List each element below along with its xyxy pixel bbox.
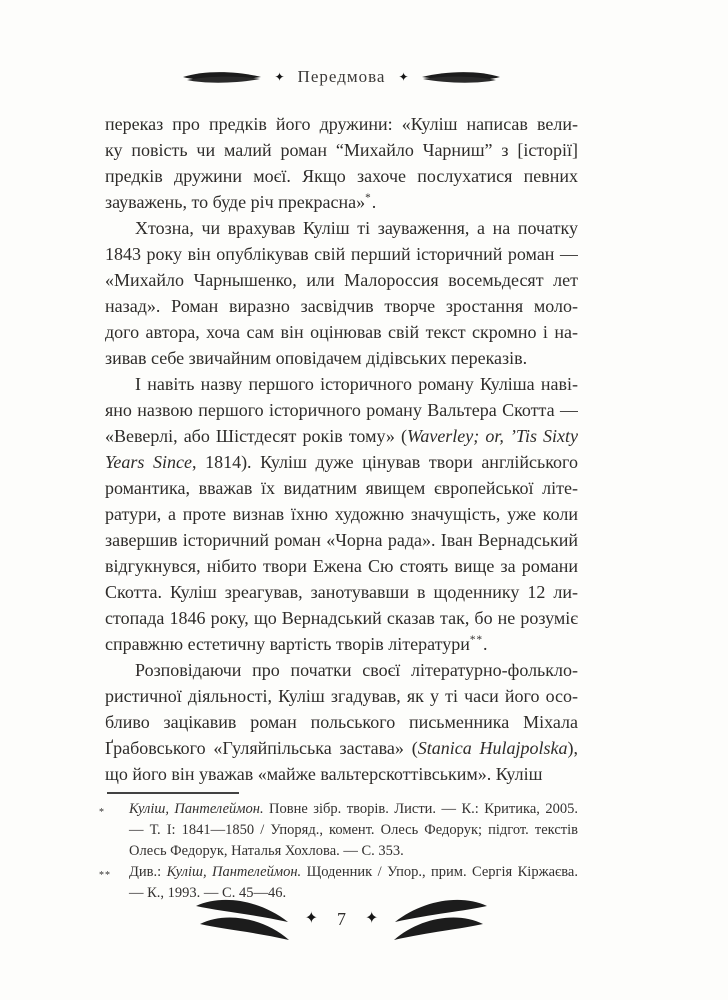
text-segment: Ґрабовського «Гуляйпільська застава» ( xyxy=(105,738,418,758)
footnote-text xyxy=(129,799,578,862)
text-line xyxy=(105,657,578,683)
text-segment: Хтозна, чи врахував Куліш ті зауваження, а на початку xyxy=(135,218,578,238)
leaf-ornament-right-icon xyxy=(422,70,500,85)
chapter-title: Передмова xyxy=(297,67,386,86)
text-line xyxy=(105,423,578,449)
text-line xyxy=(105,527,578,553)
text-line xyxy=(105,137,578,163)
text-segment: . xyxy=(483,634,488,654)
text-segment: предків дружини моєї. Якщо захоче послухатися певних xyxy=(105,166,578,186)
leaf-ornament-left-icon xyxy=(183,70,261,85)
text-line xyxy=(105,709,578,735)
text-segment: переказ про предків його дружини: «Куліш написав вели- xyxy=(105,114,578,134)
chapter-header xyxy=(105,62,578,92)
text-line xyxy=(105,761,578,787)
diamond-icon: ✦ xyxy=(304,910,318,927)
text-line xyxy=(105,449,578,475)
text-line xyxy=(105,579,578,605)
text-line xyxy=(105,475,578,501)
text-line xyxy=(105,501,578,527)
text-line xyxy=(105,111,578,137)
text-segment: 1843 року він опублікував свій перший історичний роман — xyxy=(105,244,578,264)
italic-text: Years Since xyxy=(105,452,192,472)
text-segment: Щоденник / Упор., прим. Сергія Кіржаєва. — К., 1993. — С. 45—46. xyxy=(129,864,578,901)
body-text xyxy=(105,111,578,787)
text-segment: ристичної діяльності, Куліш згадував, як у ті часи його осо- xyxy=(105,686,578,706)
italic-text: Stanica Hulajpolska xyxy=(417,738,568,758)
text-segment: справжню естетичну вартість творів літератури xyxy=(105,634,470,654)
footnotes xyxy=(99,799,578,904)
text-segment: ), xyxy=(567,738,578,758)
text-segment: Розповідаючи про початки своєї літературно-фолькло- xyxy=(135,660,578,680)
text-line xyxy=(105,371,578,397)
text-line xyxy=(105,345,578,371)
text-line xyxy=(105,683,578,709)
italic-text: Куліш, Пантелеймон. xyxy=(166,864,302,880)
page-footer xyxy=(105,898,578,940)
wing-ornament-right-icon xyxy=(393,894,489,944)
wing-ornament-left-icon xyxy=(194,894,290,944)
text-segment: І навіть назву першого історичного роману Куліша наві- xyxy=(135,374,578,394)
footnote-item xyxy=(99,799,578,862)
text-segment: ратури, а проте визнав їхню художню значущість, уже коли xyxy=(105,504,578,524)
text-segment: , 1814). Куліш дуже цінував твори англійського xyxy=(191,452,578,472)
text-segment: «Михайло Чарнышенко, или Малороссия восемьдесят лет xyxy=(105,270,578,290)
text-segment: . xyxy=(371,192,377,212)
text-line xyxy=(105,267,578,293)
text-line xyxy=(105,189,578,215)
text-line xyxy=(105,293,578,319)
text-segment: романтика, вважав їх видатним явищем європейської літе- xyxy=(105,478,578,498)
text-segment: яно назвою першого історичного роману Вальтера Скотта — xyxy=(105,400,578,420)
text-segment: завершив історичний роман «Чорна рада». Іван Вернадський xyxy=(105,530,578,550)
text-line xyxy=(105,215,578,241)
text-segment: «Веверлі, або Шістдесят років тому» ( xyxy=(105,426,407,446)
text-segment: що його він уважав «майже вальтерскоттівським». Куліш xyxy=(105,764,543,784)
text-segment: бливо зацікавив роман польського письменника Міхала xyxy=(105,712,578,732)
text-line xyxy=(105,605,578,631)
text-segment: Повне зібр. творів. Листи. — К.: Критика, 2005. — Т. І: 1841—1850 / Упоряд., комент. Олесь Федорук; підгот. текстів Олесь Федорук, Наталья Хохлова. — С. 353. xyxy=(129,801,578,859)
text-line xyxy=(105,241,578,267)
text-line xyxy=(105,319,578,345)
diamond-icon: ✦ xyxy=(365,910,379,927)
text-segment: зивав себе звичайним оповідачем дідівських переказів. xyxy=(105,348,528,368)
footnote-marker: ** xyxy=(99,870,111,881)
footnote-divider xyxy=(107,792,239,794)
text-segment: назад». Роман виразно засвідчив творче зростання моло- xyxy=(105,296,578,316)
footnote-marker: * xyxy=(99,807,105,818)
footnote-ref: * xyxy=(365,192,372,204)
page-number: 7 xyxy=(337,908,346,929)
text-segment: ку повість чи малий роман “Михайло Чарниш” з [історії] xyxy=(105,140,578,160)
diamond-icon: ✦ xyxy=(274,70,285,84)
text-segment: зауважень, то буде річ прекрасна» xyxy=(105,192,366,212)
text-line xyxy=(105,631,578,657)
text-line xyxy=(105,163,578,189)
text-line xyxy=(105,397,578,423)
text-segment: відгукнувся, нібито твори Ежена Сю стоять вище за романи xyxy=(105,556,578,576)
text-segment: Скотта. Куліш зреагував, занотувавши в щоденнику 12 ли- xyxy=(105,582,578,602)
italic-text: Waverley; or, ’Tis Sixty xyxy=(406,426,578,446)
diamond-icon: ✦ xyxy=(398,70,409,84)
text-segment: Див.: xyxy=(129,864,167,880)
text-line xyxy=(105,553,578,579)
footnote-ref: ** xyxy=(469,634,484,646)
text-segment: дого автора, хоча сам він оцінював свій текст скромно і на- xyxy=(105,322,578,342)
text-segment: стопада 1846 року, що Вернадський сказав так, бо не розуміє xyxy=(105,608,578,628)
italic-text: Куліш, Пантелеймон. xyxy=(129,801,264,817)
text-line xyxy=(105,735,578,761)
